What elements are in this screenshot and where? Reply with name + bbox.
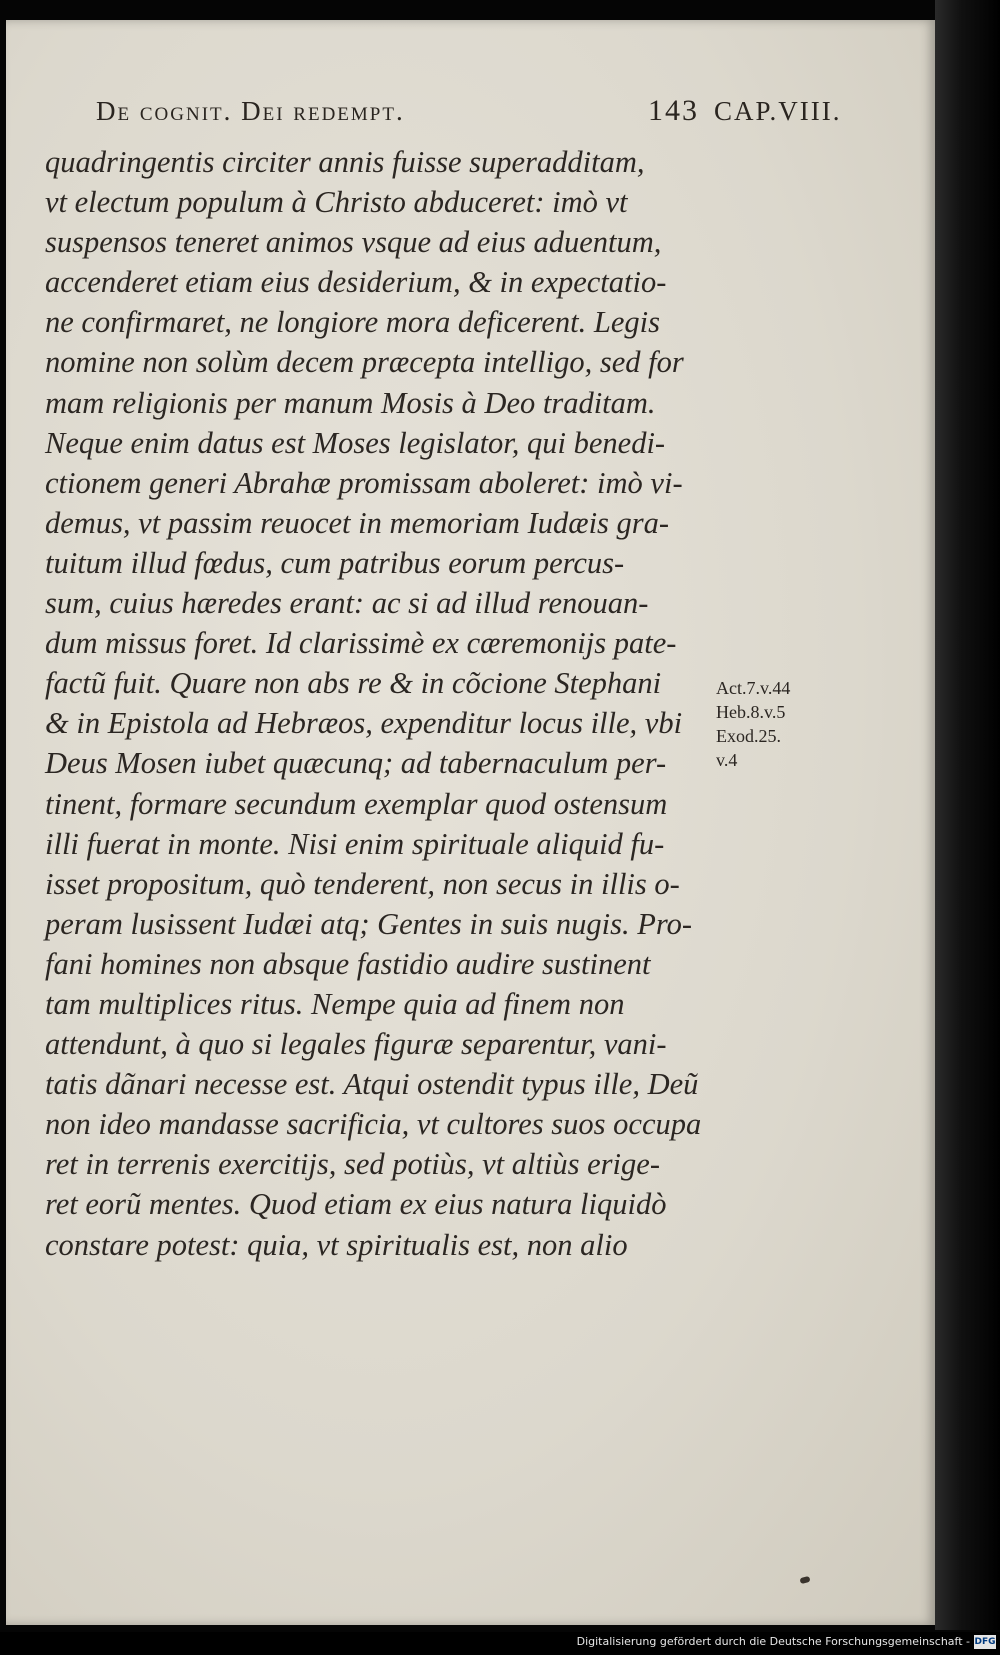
text-line: peram lusissent Iudæi atq; Gentes in suis nugis. Pro-: [45, 906, 692, 941]
text-line: factũ fuit. Quare non abs re & in cõcione Stephani: [45, 666, 662, 701]
marginal-note: Act.7.v.44: [716, 678, 791, 698]
body-text: [45, 142, 725, 1265]
text-line: & in Epistola ad Hebræos, expenditur locus ille, vbi: [45, 706, 683, 741]
text-line: dum missus foret. Id clarissimè ex cæremonijs pate-: [45, 626, 677, 661]
dfg-logo: DFG: [974, 1637, 996, 1647]
text-line: attendunt, à quo si legales figuræ separentur, vani-: [45, 1027, 667, 1062]
marginal-note: Exod.25.: [716, 726, 781, 746]
text-line: isset propositum, quò tenderent, non secus in illis o-: [45, 866, 680, 901]
text-line: tam multiplices ritus. Nempe quia ad finem non: [45, 986, 625, 1021]
text-line: vt electum populum à Christo abduceret: imò vt: [45, 185, 628, 220]
text-line: tatis dãnari necesse est. Atqui ostendit typus ille, Deũ: [45, 1067, 699, 1102]
text-line: accenderet etiam eius desiderium, & in expectatio-: [45, 265, 667, 300]
marginal-note: Heb.8.v.5: [716, 702, 786, 722]
text-line: suspensos teneret animos vsque ad eius aduentum,: [45, 225, 662, 260]
funding-credit: Digitalisierung gefördert durch die Deutsche Forschungsgemeinschaft -: [576, 1635, 970, 1648]
text-line: constare potest: quia, vt spiritualis est, non alio: [45, 1227, 628, 1262]
running-title: De cognit. Dei redempt.: [96, 96, 405, 126]
text-line: ne confirmaret, ne longiore mora deficerent. Legis: [45, 305, 660, 340]
text-line: demus, vt passim reuocet in memoriam Iudæis gra-: [45, 505, 670, 540]
text-line: mam religionis per manum Mosis à Deo traditam.: [45, 385, 656, 420]
text-line: nomine non solùm decem præcepta intelligo, sed for: [45, 345, 684, 380]
text-line: ret in terrenis exercitijs, sed potiùs, vt altiùs erige-: [45, 1147, 660, 1182]
footer-bar: [0, 1632, 1000, 1655]
text-line: fani homines non absque fastidio audire sustinent: [45, 946, 651, 981]
text-line: sum, cuius hæredes erant: ac si ad illud renouan-: [45, 586, 649, 621]
text-line: tuitum illud fœdus, cum patribus eorum percus-: [45, 545, 625, 580]
marginal-note: v.4: [716, 750, 738, 770]
text-line: quadringentis circiter annis fuisse superadditam,: [45, 145, 645, 179]
text-line: tinent, formare secundum exemplar quod ostensum: [45, 786, 668, 821]
book-binding: [935, 0, 1000, 1630]
marginal-notes: [716, 676, 856, 772]
text-line: non ideo mandasse sacrificia, vt cultores suos occupa: [45, 1107, 702, 1142]
text-line: Neque enim datus est Moses legislator, qui benedi-: [45, 425, 666, 460]
text-line: illi fuerat in monte. Nisi enim spirituale aliquid fu-: [45, 826, 665, 861]
text-line: ctionem generi Abrahæ promissam aboleret: imò vi-: [45, 465, 683, 500]
text-line: Deus Mosen iubet quæcunq; ad tabernaculum per-: [45, 746, 667, 781]
page-number: 143: [648, 94, 699, 127]
text-line: ret eorũ mentes. Quod etiam ex eius natura liquidò: [45, 1187, 667, 1222]
page-header: [96, 96, 856, 136]
chapter-label: CAP.VIII.: [714, 96, 842, 126]
